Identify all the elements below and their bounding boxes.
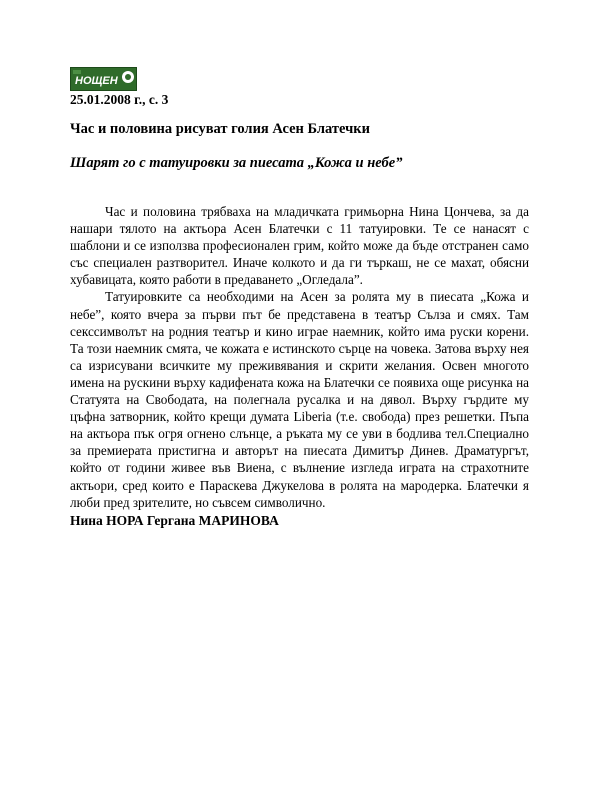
article-headline: Час и половина рисуват голия Асен Блатечки [70, 121, 371, 137]
article-byline: Нина НОРА Гергана МАРИНОВА [70, 513, 279, 528]
newspaper-logo [70, 67, 137, 91]
logo-graphic [71, 68, 136, 90]
article-subheadline: Шарят го с татуировки за пиесата „Кожа и небе” [70, 155, 403, 171]
publication-date: 25.01.2008 г., с. 3 [70, 92, 169, 107]
article-paragraph: Татуировките са необходими на Асен за ролята му в пиесата „Кожа и небе”, която вчера за първи път бе представена в театър Сълза и смях. Там секссимволът на родния театър и кино играе наемник, който има руски корени. Та този наемник смята, че кожата е истинското сърце на човека. Затова върху нея са изрисувани всичките му преживявания и скрити желания. Освен многото имена на рускини върху кадифената кожа на Блатечки се появиха още рисунка на Статуята на Свободата, на полегнала русалка и на дявол. Върху гърдите му цъфна затворник, който крещи думата Liberia (т.е. свобода) през решетки. Пъпа на актьора пък огря огнено слънце, а ръката му се уви в бодлива тел.Специално за премиерата пристигна и авторът на пиесата Димитър Динев. Драматургът, който от години живее във Виена, с вълнение изгледа играта на страхотните актьори, сред които е Параскева Джукелова в ролята на мародерка. Блатечки я люби пред зрителите, но съвсем символично. [70, 289, 529, 510]
article-paragraph: Час и половина трябваха на младичката гримьорна Нина Цончева, за да нашари тялото на актьора Асен Блатечки с 11 татуировки. Те се нанасят с шаблони и се използва професионален грим, който може да бъде отстранен само със специален разтворител. Иначе колкото и да ги търкаш, не се махат, обясни хубавицата, която работи в предаването „Огледала”. [70, 204, 529, 288]
logo-text: НОЩЕН [75, 75, 118, 87]
article-body [70, 203, 529, 511]
